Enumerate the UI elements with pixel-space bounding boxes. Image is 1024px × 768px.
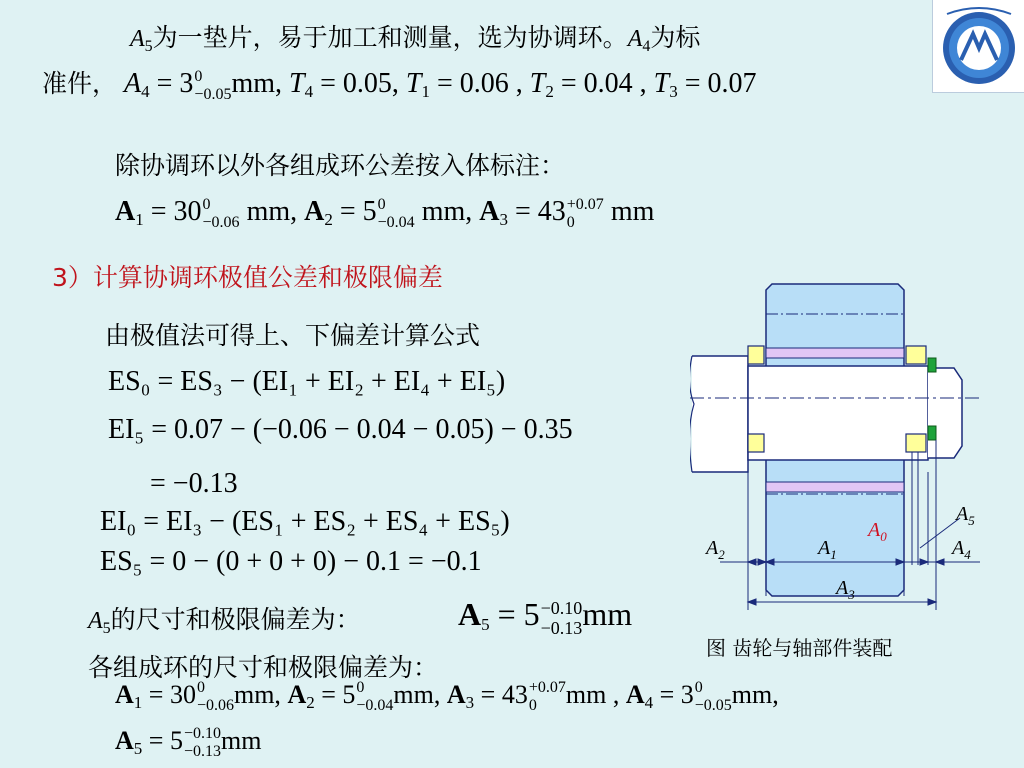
retaining-ring-bottom: [928, 426, 936, 440]
all-rings-label: 各组成环的尺寸和极限偏差为：: [88, 653, 439, 682]
university-logo: [932, 0, 1024, 93]
tolerance-equation: $A_1 = 30$ 0 −0.06 mm, $A_2 = 5$ 0 −0.04 mm, $A_3 = 43$ +0.07 0 mm: [115, 195, 655, 231]
tolerance-intro: 除协调环以外各组成环公差按入体标注：: [115, 151, 566, 180]
diagram-caption: 图 齿轮与轴部件装配: [706, 636, 893, 660]
label-a3: $A_3$: [836, 577, 855, 602]
label-a2: $A_2$: [706, 537, 725, 562]
washer-bottom: [906, 434, 926, 452]
final-equation-row-2: $A_5 = 5$ −0.10 −0.13 mm: [115, 725, 262, 761]
label-a1: $A_1$: [818, 537, 837, 562]
intro-line-2: 准件， $A_4 = 3$ 0 −0.05 mm, $T_4 = 0.05$, $T_1 = 0.06$ , $T_2 = 0.04$ , $T_3 = 0.07$: [42, 67, 757, 103]
equation-es5: ES₅ = 0 − (0 + 0 + 0) − 0.1 = −0.1: [100, 546, 482, 577]
label-a5: $A_5$: [956, 503, 975, 528]
gear-shaft-assembly-diagram: [690, 280, 1020, 620]
equation-es0: ES₀ = ES₃ − (EI₁ + EI₂ + EI₄ + EI₅): [108, 366, 506, 397]
spacer-left-top: [748, 346, 764, 364]
washer-top: [906, 346, 926, 364]
final-equation-row-1: $A_1 = 30$ 0 −0.06 mm, $A_2 = 5$ 0 −0.04 mm, $A_3 = 43$ +0.07 0 mm , $A_4 = 3$ 0 −0.05 mm,: [115, 679, 779, 715]
spacer-left-bottom: [748, 434, 764, 452]
retaining-ring-top: [928, 358, 936, 372]
intro-line-1: $A_5$为一垫片，易于加工和测量，选为协调环。$A_4$为标: [130, 23, 701, 55]
label-a4: $A_4$: [952, 537, 971, 562]
equation-ei5-result: = −0.13: [150, 468, 238, 499]
section-3-heading: 3）计算协调环极值公差和极限偏差: [52, 263, 443, 292]
logo-emblem-icon: [933, 0, 1024, 92]
equation-ei5: EI₅ = 0.07 − (−0.06 − 0.04 − 0.05) − 0.35: [108, 414, 573, 445]
formula-intro: 由极值法可得上、下偏差计算公式: [105, 321, 481, 350]
a5-equation: $A_5 = 5$ −0.10 −0.13 mm: [458, 596, 633, 638]
a5-label: $A_5$的尺寸和极限偏差为：: [88, 605, 361, 637]
equation-ei0: EI₀ = EI₃ − (ES₁ + ES₂ + ES₄ + ES₅): [100, 506, 510, 537]
label-a0: $A_0$: [868, 519, 887, 544]
